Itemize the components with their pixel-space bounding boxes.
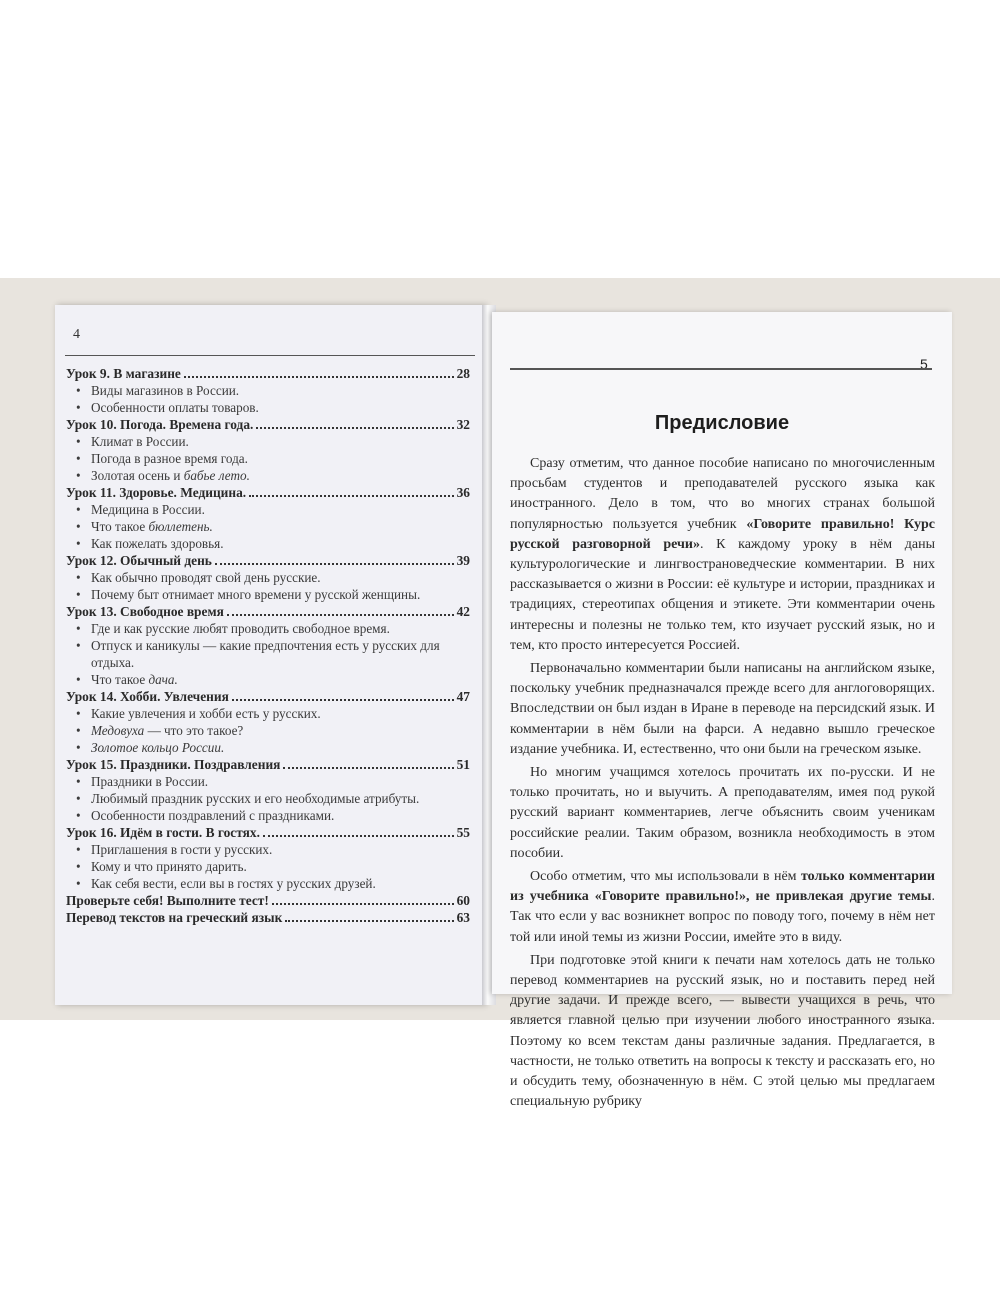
toc-subitem-italic: дача. [148, 672, 178, 687]
toc-subitem [66, 637, 470, 671]
toc-subitem [66, 450, 470, 467]
toc-subitem-italic: Медовуха [91, 723, 145, 738]
paragraph [510, 867, 935, 948]
toc-entry-title: Проверьте себя! Выполните тест! [66, 893, 269, 908]
left-page [55, 305, 485, 1005]
table-of-contents [66, 365, 470, 926]
toc-subitem [66, 841, 470, 858]
left-page-header [65, 327, 475, 356]
toc-subitem-text: Что такое [91, 672, 149, 687]
toc-entry-title: Урок 15. Праздники. Поздравления [66, 757, 281, 772]
toc-entry[interactable] [66, 365, 470, 382]
toc-subitem [66, 739, 470, 756]
toc-entry-page: 42 [456, 604, 470, 619]
toc-entry-page: 47 [456, 689, 470, 704]
toc-subitem [66, 535, 470, 552]
toc-subitem [66, 671, 470, 688]
toc-entry-title: Урок 14. Хобби. Увлечения [66, 689, 229, 704]
toc-subitem [66, 382, 470, 399]
toc-leader-dots [285, 920, 453, 922]
toc-entry[interactable] [66, 603, 470, 620]
toc-subitem [66, 875, 470, 892]
right-page-header-rule [510, 368, 932, 370]
toc-subitem [66, 620, 470, 637]
toc-leader-dots [283, 767, 453, 769]
right-page-number: 5 [920, 356, 928, 372]
toc-leader-dots [272, 903, 454, 905]
toc-entry-page: 36 [456, 485, 470, 500]
toc-subitem-text: Какие увлечения и хобби есть у русских. [91, 706, 321, 721]
toc-subitem-text: Особенности поздравлений с праздниками. [91, 808, 335, 823]
bold-text: «Говорите правильно! Курс русской разговорной речи» [510, 516, 935, 552]
text-run: Но многим учащимся хотелось прочитать их по-русски. И не только прочитать, но и выучить. А преподавателям, имея под рукой русский вариант комментариев, легче объяснить своим ученикам российские реалии. Таким образом, возникла необходимость в этом пособии. [510, 765, 935, 861]
toc-entry-title: Урок 12. Обычный день [66, 553, 212, 568]
toc-entry-page: 51 [456, 757, 470, 772]
toc-subitem-italic: бюллетень. [148, 519, 213, 534]
toc-subitem [66, 858, 470, 875]
toc-leader-dots [263, 835, 454, 837]
text-run: . Так что если у вас возникнет вопрос по поводу того, почему в нём нет той или иной темы из жизни России, имейте это в виду. [510, 889, 935, 945]
toc-subitem [66, 467, 470, 484]
toc-entry-title: Урок 11. Здоровье. Медицина. [66, 485, 247, 500]
toc-leader-dots [249, 495, 453, 497]
toc-leader-dots [232, 699, 454, 701]
toc-subitem-text: Где и как русские любят проводить свободное время. [91, 621, 390, 636]
toc-subitem-text: Особенности оплаты товаров. [91, 400, 259, 415]
toc-subitem-text: Медицина в России. [91, 502, 205, 517]
toc-entry-page: 39 [456, 553, 470, 568]
toc-entry[interactable] [66, 552, 470, 569]
toc-subitem [66, 705, 470, 722]
bold-text: только комментарии из учебника «Говорите правильно!», не привлекая другие темы [510, 869, 935, 905]
text-run: При подготовке этой книги к печати нам хотелось дать не только перевод комментариев на русский язык, но и поставить перед ней другие задачи. И прежде всего, — вывести учащихся в речь, что является главной целью при изучении любого иностранного языка. Поэтому ко всем текстам даны различные задания. Предлагается, в частности, не только ответить на вопросы к тексту и рассказать его, но и обсудить тему, обозначенную в нём. С этой целью мы предлагаем специальную рубрику [510, 952, 935, 1110]
paragraph [510, 951, 935, 1113]
toc-entry[interactable] [66, 909, 470, 926]
paragraph [510, 763, 935, 864]
toc-leader-dots [256, 427, 453, 429]
toc-leader-dots [215, 563, 454, 565]
toc-subitem [66, 518, 470, 535]
right-page [492, 312, 952, 1110]
toc-entry-page: 60 [456, 893, 470, 908]
toc-subitem [66, 433, 470, 450]
toc-subitem-text: — что это такое? [144, 723, 244, 738]
paragraph [510, 454, 935, 656]
toc-entry[interactable] [66, 416, 470, 433]
chapter-title: Предисловие [654, 412, 790, 434]
paragraph [510, 659, 935, 760]
toc-entry-page: 55 [456, 825, 470, 840]
toc-subitem-text: Кому и что принято дарить. [91, 859, 247, 874]
toc-subitem [66, 586, 470, 603]
toc-entry-title: Урок 13. Свободное время [66, 604, 224, 619]
toc-subitem-text: Золотая осень и [91, 468, 184, 483]
toc-entry[interactable] [66, 892, 470, 909]
toc-leader-dots [184, 376, 454, 378]
text-run: Сразу отметим, что данное пособие написано по многочисленным просьбам студентов и преподавателей русского языка как иностранного. Дело в том, что во многих странах большой популярностью пользуется учебник [510, 456, 935, 532]
text-run: Особо отметим, что мы использовали в нём [530, 869, 801, 885]
toc-subitem-text: Климат в России. [91, 434, 189, 449]
toc-subitem-italic: Золотое кольцо России. [91, 740, 225, 755]
toc-leader-dots [227, 614, 454, 616]
toc-subitem-text: Что такое [91, 519, 149, 534]
toc-subitem [66, 773, 470, 790]
toc-subitem-text: Как обычно проводят свой день русские. [91, 570, 321, 585]
toc-subitem [66, 569, 470, 586]
toc-entry-page: 63 [456, 910, 470, 925]
toc-subitem [66, 722, 470, 739]
toc-entry-page: 28 [456, 366, 470, 381]
toc-subitem [66, 807, 470, 824]
toc-subitem-text: Почему быт отнимает много времени у русской женщины. [91, 587, 421, 602]
toc-entry[interactable] [66, 824, 470, 841]
toc-subitem-text: Как себя вести, если вы в гостях у русских друзей. [91, 876, 376, 891]
toc-entry-page: 32 [456, 417, 470, 432]
toc-entry-title: Урок 10. Погода. Времена года. [66, 417, 254, 432]
toc-subitem-text: Любимый праздник русских и его необходимые атрибуты. [91, 791, 420, 806]
toc-subitem-text: Как пожелать здоровья. [91, 536, 224, 551]
toc-subitem-text: Погода в разное время года. [91, 451, 248, 466]
toc-entry-title: Урок 9. В магазине [66, 366, 181, 381]
left-page-number: 4 [73, 327, 80, 342]
preface-text [510, 454, 935, 1116]
text-run: . К каждому уроку в нём даны культурологические и лингвострановедческие комментарии. В них рассказывается о жизни в России: её культуре и истории, праздниках и традициях, стереотипах общения и этикете. Эти комментарии очень интересны и полезны не только тем, кто изучает русский язык, но и тем, кто просто интересуется Россией. [510, 536, 935, 653]
toc-subitem [66, 790, 470, 807]
toc-subitem-text: Отпуск и каникулы — какие предпочтения есть у русских для отдыха. [91, 638, 440, 670]
toc-subitem [66, 501, 470, 518]
toc-subitem [66, 399, 470, 416]
text-run: Первоначально комментарии были написаны на английском языке, поскольку учебник предназначался прежде всего для англоговорящих. Впоследствии он был издан в Иране в переводе на персидский язык. И комментарии в нём были на фарси. А недавно вышло греческое издание учебника. И, естественно, что они были на греческом языке. [510, 661, 935, 757]
toc-entry-title: Перевод текстов на греческий язык [66, 910, 283, 925]
toc-subitem-text: Приглашения в гости у русских. [91, 842, 273, 857]
toc-entry[interactable] [66, 484, 470, 501]
toc-entry-title: Урок 16. Идём в гости. В гостях. [66, 825, 260, 840]
toc-entry[interactable] [66, 756, 470, 773]
toc-subitem-text: Праздники в России. [91, 774, 209, 789]
toc-subitem-italic: бабье лето. [183, 468, 250, 483]
toc-entry[interactable] [66, 688, 470, 705]
toc-subitem-text: Виды магазинов в России. [91, 383, 240, 398]
